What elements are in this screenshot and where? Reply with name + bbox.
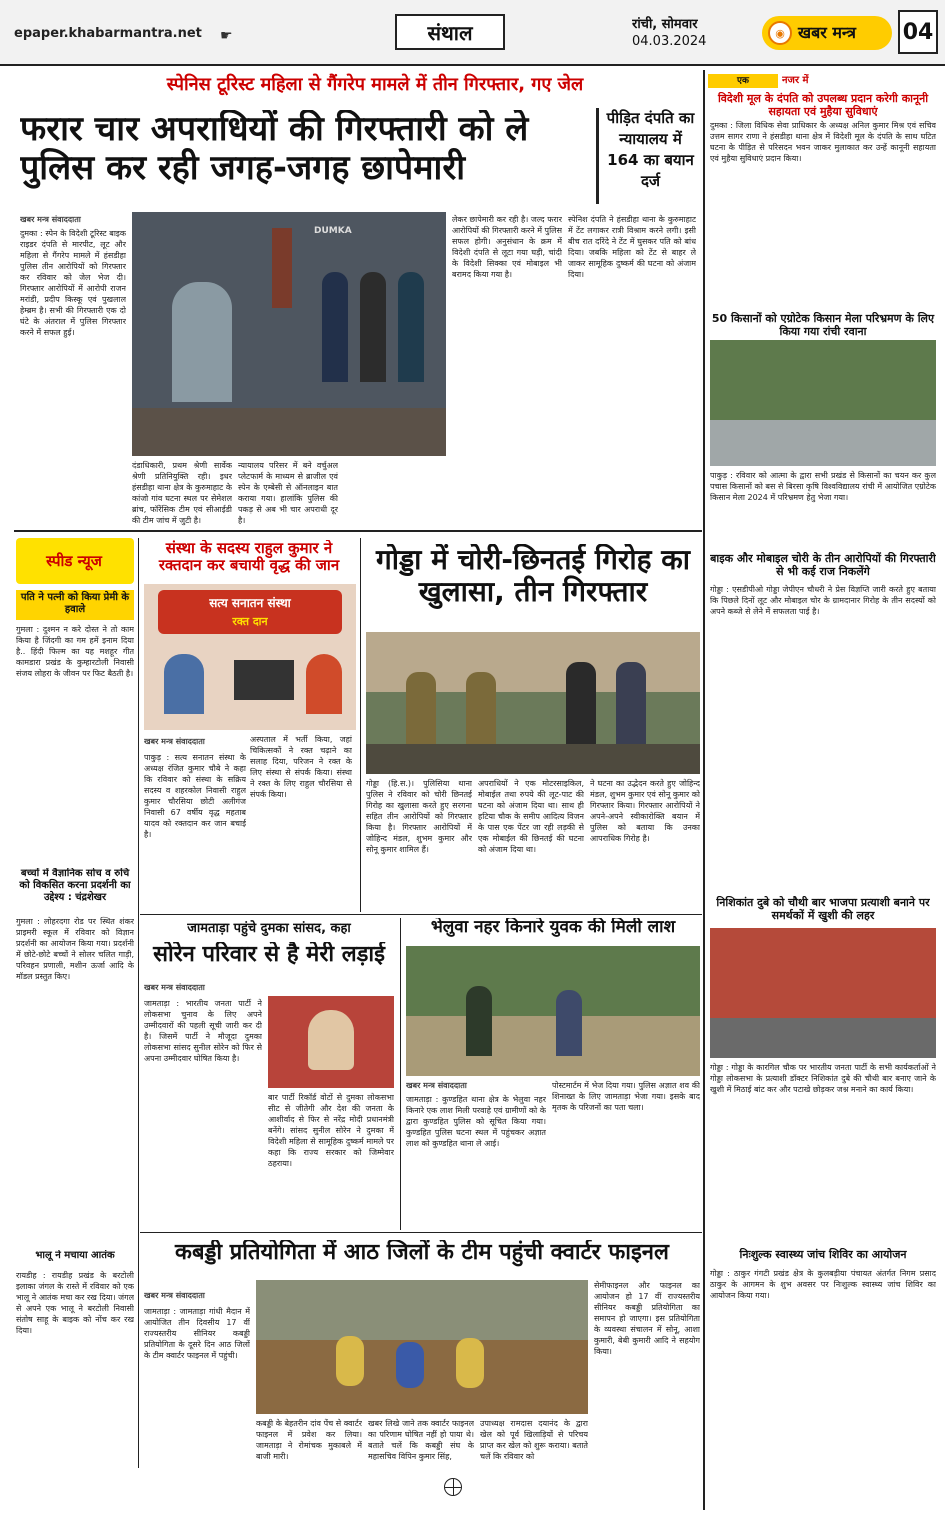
nazar-item4-body: गोड्डा : गोड्डा के कारगिल चौक पर भारतीय जनता पार्टी के सभी कार्यकर्ताओं ने गोड्डा लोकसभा के प्रत्याशी डॉक्टर निशिकांत दुबे की चौथी बार बनाए जाने के खुशी में मिठाई बांट कर और पटाखे छोड़कर जश्न मनाने का कार्य किया। xyxy=(710,1063,936,1094)
section-divider xyxy=(14,530,702,532)
soren-byline: खबर मन्त्र संवाददाता xyxy=(144,983,205,992)
registration-mark-icon xyxy=(444,1478,462,1496)
lead-body-col5: स्पेनिश दंपति ने हंसडीहा थाना के कुरुमाहाट में टेंट लगाकर रात्री विश्राम करने लगी। इसी बीच रात दरिंदे ने टेंट में घुसकर पति को बांध दिया। जबकि महिला को टेंट से बाहर ले जाकर सामूहिक दुष्कर्म की घटना को अंजाम दिया। xyxy=(568,215,696,279)
nazar-item5-head: निःशुल्क स्वास्थ्य जांच शिविर का आयोजन xyxy=(739,1248,907,1261)
blood-body-col2: अस्पताल में भर्ती किया, जहां चिकित्सकों ने रक्त चढ़ाने का सलाह दिया, परिजन ने रक्त के लिए संस्था से संपर्क किया। संस्था ने रक्त के लिए राहुल चौरसिया से संपर्क किया। xyxy=(250,735,352,799)
bhelua-byline: खबर मन्त्र संवाददाता xyxy=(406,1081,467,1090)
lead-kicker: स्पेनिस टूरिस्ट महिला से गैंगरेप मामले में तीन गिरफ्तार, गए जेल xyxy=(166,74,584,95)
lead-side-note: पीड़ित दंपति का न्यायालय में 164 का बयान दर्ज xyxy=(596,108,696,204)
soren-body-col2: बार पार्टी रिकॉर्ड वोटों से दुमका लोकसभा सीट से जीतेगी और देश की जनता के आशीर्वाद से फिर से नरेंद्र मोदी प्रधानमंत्री बनेंगे। सांसद सुनील सोरेन ने दुमका में विदेशी महिला से सामूहिक दुष्कर्म मामले पर कहा कि राज्य सरकार को जिम्मेवार ठहराया। xyxy=(268,1093,394,1168)
speed-news-label: स्पीड न्यूज xyxy=(46,552,102,570)
speed-s3-head: भालू ने मचाया आतंक xyxy=(35,1250,115,1261)
kabaddi-body-col4: उपाध्यक्ष रामदास दयानंद के द्वारा खेल को पूर्व खिलाड़ियों से परिचय प्राप्त कर खेल को शुरू कराया। बताते चलें कि रविवार को xyxy=(480,1419,588,1461)
bhelua-photo xyxy=(406,946,700,1076)
section-title: संथाल xyxy=(395,14,505,50)
banner-subtitle: रक्त दान xyxy=(232,615,268,628)
godda-photo xyxy=(366,632,700,774)
kabaddi-headline: कबड्डी प्रतियोगिता में आठ जिलों के टीम पहुंची क्वार्टर फाइनल xyxy=(175,1240,669,1265)
flag-icon xyxy=(272,228,292,308)
nazar-item1-head: विदेशी मूल के दंपति को उपलब्ध प्रदान करेगी कानूनी सहायता एवं मुहैया सुविधाएं xyxy=(717,92,929,118)
nazar-item5-body: गोड्डा : ठाकुर गंगटी प्रखंड क्षेत्र के कुलबड़ीया पंचायत अंतर्गत निगम प्रसाद ठाकुर के आगमन के शुभ अवसर पर निःशुल्क स्वास्थ्य जांच शिविर का आयोजन किया गया। xyxy=(710,1269,936,1300)
nazar-item3-head: बाइक और मोबाइल चोरी के तीन आरोपियों की गिरफ्तारी से भी कई राज निकलेंगे xyxy=(710,552,936,579)
blood-divider xyxy=(360,538,361,912)
field-area xyxy=(406,1016,700,1076)
officer-figure xyxy=(172,282,232,402)
banner xyxy=(158,590,342,634)
lead-body-col3: न्यायालय परिसर में बने वर्चुअल प्लेटफार्म के माध्यम से ब्राजील एवं स्पेन के एम्बेसी से ऑनलाइन बात कराया गया। हालांकि पुलिस की पकड़ से अब भी चार अपराधी दूर है। xyxy=(238,461,338,525)
ground-area xyxy=(710,420,936,466)
speed-s2-body: गुमला : लोहरदगा रोड पर स्थित शंकर प्राइमरी स्कूल में रविवार को विज्ञान प्रदर्शनी का आयोजन किया गया। प्रदर्शनी में छोटे-छोटे बच्चों ने सोलर चलित गाड़ी, परिवहन प्रणाली, मशीन ऊर्जा आदि के मॉडल प्रस्तुत किए। xyxy=(16,917,134,981)
celebration-photo xyxy=(710,928,936,1058)
nazar-item3-body: गोड्डा : एसडीपीओ गोड्डा जेपीएन चौधरी ने प्रेस विज्ञप्ति जारी करते हुए बताया कि पिछले दिनों लूट और मोबाइल चोर के ग्रामदानार गिरोह के तीन सदस्यों को अपने कब्जे से लेने में सफलता पाई है। xyxy=(710,585,936,616)
kabaddi-byline: खबर मन्त्र संवाददाता xyxy=(144,1291,205,1300)
street-area xyxy=(710,1018,936,1058)
mid-divider xyxy=(140,914,702,915)
blood-headline: संस्था के सदस्य राहुल कुमार ने रक्तदान कर बचायी वृद्ध की जान xyxy=(158,540,340,575)
accused-figure-1 xyxy=(322,272,348,382)
blood-byline: खबर मन्त्र संवाददाता xyxy=(144,737,205,746)
nazar-item2-body: पाकुड़ : रविवार को आत्मा के द्वारा सभी प्रखंड से किसानों का चयन कर कुल पचास किसानों को बस से बिरसा कृषि विश्वविद्यालय रांची में आयोजित एग्रोटेक किसान मेला 2024 में परिभ्रमण हेतु भेजा गया। xyxy=(710,471,936,502)
cursor-icon: ☛ xyxy=(220,28,233,44)
godda-headline: गोड्डा में चोरी-छिनतई गिरोह का खुलासा, तीन गिरफ्तार xyxy=(375,544,690,609)
mp-portrait xyxy=(308,1010,354,1070)
bhelua-body-col2: पोस्टमार्टम में भेज दिया गया। पुलिस अज्ञात शव की शिनाख्त के लिए जामताड़ा भेजा गया। इसके बाद मृतक के परिजनों का पता चला। xyxy=(552,1081,700,1112)
speed-s1-head: पति ने पत्नी को किया प्रेमी के हवाले xyxy=(16,590,134,620)
nazar-tag: एक xyxy=(708,74,778,88)
blood-photo xyxy=(144,584,356,730)
player-figure-1 xyxy=(336,1336,364,1386)
lower-divider xyxy=(140,1232,702,1233)
accused-figure-5 xyxy=(616,662,646,752)
godda-body-col1: गोड्डा (हि.स.)। पुलिसिया थाना पुलिस ने रविवार को चोरी छिनतई गिरोह का खुलासा करते हुए सरगना सहित तीन आरोपियों को गिरफ्तार किया है। गिरफ्तार आरोपियों में जोहिन्द मंडल, शुभम कुमार और सोनू कुमार शामिल हैं। xyxy=(366,779,472,854)
accused-figure-4 xyxy=(566,662,596,752)
kabaddi-body-col1: जामताड़ा : जामताड़ा गांधी मैदान में आयोजित तीन दिवसीय 17 वीं राज्यस्तरीय सीनियर कबड्डी प्रतियोगिता के दूसरे दिन आठ जिलों के टीम क्वार्टर फाइनल में पहुंची। xyxy=(144,1307,250,1360)
lead-body-col2: दंडाधिकारी, प्रथम श्रेणी सार्वेक श्रेणी प्रतिनियुक्ति रही। इधर हंसडीहा थाना क्षेत्र के कुरुमाहाट के कांजो गांव घटना स्थल पर सेमेशल ब्रांच, फॉरेंसिक टीम एवं सीआईडी की टीम जांच में जुटी है। xyxy=(132,461,232,525)
page-number: 04 xyxy=(898,10,938,54)
lead-body-col1: दुमका : स्पेन के विदेशी टूरिस्ट बाइक राइडर दंपति से मारपीट, लूट और महिला से गैंगरेप मामले में हंसडीहा पुलिस तीन आरोपियों को गिरफ्तार कर रविवार को जेल भेज दी। गिरफ्तार आरोपियों में आरोपी राजन मरांडी, प्रदीप किस्कू एवं पुखलाल हेम्ब्रम है। सभी की गिरफ्तारी एक दो घंटे के अंतराल में पुलिस गिरफ्तार करने में सफल हुई। xyxy=(20,229,126,337)
kabaddi-photo xyxy=(256,1280,588,1414)
player-figure-3 xyxy=(456,1338,484,1388)
kabaddi-body-col5: सेमीफाइनल और फाइनल का आयोजन हो 17 वीं राज्यस्तरीय सीनियर कबड्डी प्रतियोगिता का समापन हो जाएगा। इस प्रतियोगिता के व्यवस्था संचालन में सोनू, आशा कुमारी, बेबी कुमारी आदि ने सहयोग किया। xyxy=(594,1281,700,1356)
speed-s2-head: बच्चों में वैज्ञानिक सोच व रुचि को विकसित करना प्रदर्शनी का उद्देश्य : चंद्रशेखर xyxy=(19,868,131,903)
nazar-item1-body: दुमका : जिला विधिक सेवा प्राधिकार के अध्यक्ष अनिल कुमार मिश्र एवं सचिव उत्तम सागर राणा ने हंसडीहा थाना क्षेत्र में विदेशी मूल के दंपति के साथ घटित घटना के पीड़ित से परिसदन भवन जाकर मुलाकात कर उन्हें कानूनी सहायता एवं मुहैया सुविधाएं प्रदान किया। xyxy=(710,121,936,163)
person-figure-1 xyxy=(164,654,204,714)
lead-body-col4: लेकर छापेमारी कर रही है। जल्द फरार आरोपियों की गिरफ्तारी करने में पुलिस सफल होगी। अनुसंधान के क्रम में विदेशी दंपति से लूटा गया घड़ी, चांदी के विदेशी सिक्का एवं मोबाइल भी बरामद किया गया है। xyxy=(452,215,562,279)
villager-figure xyxy=(556,990,582,1056)
table-surface xyxy=(132,408,446,456)
soren-photo xyxy=(268,996,394,1088)
lead-byline: खबर मन्त्र संवाददाता xyxy=(20,215,81,224)
soren-divider xyxy=(400,918,401,1230)
accused-figure-3 xyxy=(398,272,424,382)
nazar-item2-head: 50 किसानों को एग्रोटेक किसान मेला परिभ्रमण के लिए किया गया रांची रवाना xyxy=(711,312,935,338)
desk-area xyxy=(366,744,700,774)
soren-kicker: जामताड़ा पहुंचे दुमका सांसद, कहा xyxy=(187,921,351,936)
officer-figure-2 xyxy=(466,986,492,1056)
player-figure-2 xyxy=(396,1342,424,1388)
kabaddi-body-col2: कबड्डी के बेहतरीन दांव पेंच से क्वार्टर फाइनल में प्रवेश कर लिया। जामताड़ा ने रोमांचक मुकाबले में बाजी मारी। xyxy=(256,1419,362,1461)
column-divider xyxy=(703,70,705,1510)
city-day: रांची, सोमवार xyxy=(632,17,698,32)
nazar-item4-head: निशिकांत दुबे को चौथी बार भाजपा प्रत्याशी बनाने पर समर्थकों में खुशी की लहर xyxy=(716,896,930,923)
farmers-photo xyxy=(710,340,936,466)
site-url[interactable]: epaper.khabarmantra.net xyxy=(14,26,202,41)
lead-photo xyxy=(132,212,446,456)
godda-body-col3: ने घटना का उद्भेदन करते हुए जोहिन्द मंडल, शुभम कुमार एवं सोनू कुमार को गिरफ्तार किया। गिरफ्तार आरोपियों ने अपने-अपने स्वीकारोक्ति बयान में पुलिस को बताया कि उनका आपराधिक गिरोह है। xyxy=(590,779,700,843)
speed-news-badge xyxy=(16,538,134,584)
nazar-label: नजर में xyxy=(782,75,809,86)
police-figure-1 xyxy=(406,672,436,752)
logo-emblem-icon: ◉ xyxy=(768,21,792,45)
accused-figure-2 xyxy=(360,272,386,382)
bhelua-body-col1: जामताड़ा : कुण्डहित थाना क्षेत्र के भेलुवा नहर किनारे एक लाश मिली परवाहे एवं ग्रामीणों को के द्वारा कुण्डहित पुलिस को सूचित किया गया। कुण्डहित पुलिस घटना स्थल में पहुंचकर अज्ञात लाश को कुण्डहित थाना ले आई। xyxy=(406,1095,546,1148)
blood-body-col1: पाकुड़ : सत्य सनातन संस्था के अध्यक्ष रंजित कुमार चौबे ने कहा कि रविवार को संस्था के सक्रिय सदस्य व शहरकोल निवासी राहुल कुमार चौरसिया छोटी अलीगंज निवासी 67 वर्षीय वृद्ध महताब यादव को रक्तदान कर जान बचाई है। xyxy=(144,753,246,839)
soren-headline: सोरेन परिवार से है मेरी लड़ाई xyxy=(153,942,385,967)
lead-headline: फरार चार अपराधियों की गिरफ्तारी को ले पुलिस कर रही जगह-जगह छापेमारी xyxy=(20,110,529,189)
banner-title: सत्य सनातन संस्था xyxy=(209,596,291,610)
photo-caption: DUMKA xyxy=(314,226,352,236)
bhelua-headline: भेलुवा नहर किनारे युवक की मिली लाश xyxy=(430,918,676,937)
registration-mark-horizontal xyxy=(445,1487,461,1488)
speed-s1-body: गुमला : दुश्मन न करे दोस्त ने तो काम किया है जिंदगी का गम हमें इनाम दिया है.. हिंदी फिल्म का यह मशहूर गीत कामडारा प्रखंड के कुम्हारटोली निवासी संजय लोहरा के जीवन पर फिट बैठती है। xyxy=(16,625,134,678)
brand-logo: खबर मन्त्र xyxy=(762,16,892,50)
godda-body-col2: अपराधियों ने एक मोटरसाइकिल, मोबाईल तथा रुपये की लूट-पाट की घटना को अंजाम दिया था। साथ ही हटिया चौक के समीप आदित्य विजन के पास एक पेंटर जा रही लड़की से एक मोबाईल की छिनतई की घटना को अंजाम दिया था। xyxy=(478,779,584,854)
speed-divider xyxy=(138,538,139,1468)
donor-figure xyxy=(234,660,294,700)
issue-date: 04.03.2024 xyxy=(632,34,707,49)
kabaddi-body-col3: खबर लिखे जाने तक क्वार्टर फाइनल का परिणाम घोषित नहीं हो पाया थे। बताते चलें कि कबड्डी संघ के महासचिव विपिन कुमार सिंह, xyxy=(368,1419,474,1461)
person-figure-2 xyxy=(306,654,342,714)
soren-body-col1: जामताड़ा : भारतीय जनता पार्टी ने लोकसभा चुनाव के लिए अपने उम्मीदवारों की पहली सूची जारी कर दी है। जिसमें पार्टी ने मौजूदा दुमका लोकसभा सांसद सुनील सोरेन को फिर से अपना उम्मीदवार घोषित किया है। xyxy=(144,999,262,1063)
police-figure-2 xyxy=(466,672,496,752)
speed-s3-body: रायडीह : रायडीह प्रखंड के बरटोली इलाका जंगल के रास्ते में रविवार को एक भालू ने आतंक मचा कर रख दिया। जंगल से अपने एक भालू ने बरटोली निवासी संतोष साहू के बाइक को नोंच कर रख दिया। xyxy=(16,1271,134,1335)
